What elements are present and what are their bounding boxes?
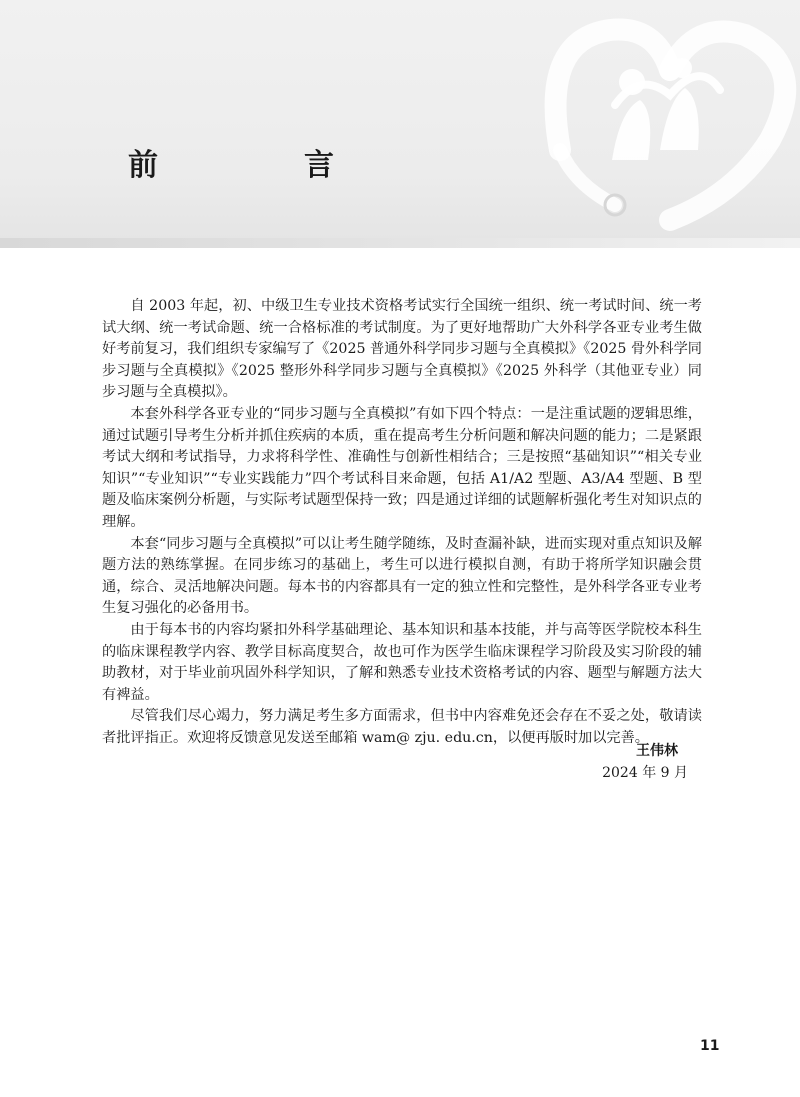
page-number: 11 [700,1038,720,1054]
signature-date: 2024 年 9 月 [602,765,688,781]
preface-body [102,296,702,749]
author-name: 王伟林 [636,743,678,759]
paragraph: 由于每本书的内容均紧扣外科学基础理论、基本知识和基本技能，并与高等医学院校本科生的临床课程教学内容、教学目标高度契合，故也可作为医学生临床课程学习阶段及实习阶段的辅助教材，对于毕业前巩固外科学知识，了解和熟悉专业技术资格考试的内容、题型与解题方法大有裨益。 [102,621,702,703]
paragraph: 本套“同步习题与全真模拟”可以让考生随学随练，及时查漏补缺，进而实现对重点知识及解题方法的熟练掌握。在同步练习的基础上，考生可以进行模拟自测，有助于将所学知识融会贯通，综合、灵活地解决问题。每本书的内容都具有一定的独立性和完整性，是外科学各亚专业考生复习强化的必备用书。 [102,535,702,617]
paragraph: 尽管我们尽心竭力，努力满足考生多方面需求，但书中内容难免还会存在不妥之处，敬请读者批评指正。欢迎将反馈意见发送至邮箱 wam@ zju. edu.cn，以便再版时加以完善。 [102,708,702,746]
header-band [0,0,800,248]
paragraph: 本套外科学各亚专业的“同步习题与全真模拟”有如下四个特点：一是注重试题的逻辑思维，通过试题引导考生分析并抓住疾病的本质，重在提高考生分析问题和解决问题的能力；二是紧跟考试大纲和考试指导，力求将科学性、准确性与创新性相结合；三是按照“基础知识”“相关专业知识”“专业知识”“专业实践能力”四个考试科目来命题，包括 A1/A2 型题、A3/A4 型题、B 型题及临床案例分析题，与实际考试题型保持一致；四是通过详细的试题解析强化考生对知识点的理解。 [102,405,702,530]
paragraph: 自 2003 年起，初、中级卫生专业技术资格考试实行全国统一组织、统一考试时间、统一考试大纲、统一考试命题、统一合格标准的考试制度。为了更好地帮助广大外科学各亚专业考生做好考前复习，我们组织专家编写了《2025 普通外科学同步习题与全真模拟》《2025 骨外科学同步习题与全真模拟》《2025 整形外科学同步习题与全真模拟》《2025 外科学（其他亚专业）同步习题与全真模拟》。 [102,298,702,401]
signature-block [602,740,688,784]
medical-heart-logo-icon [520,0,800,240]
page-title: 前 言 [128,148,392,183]
